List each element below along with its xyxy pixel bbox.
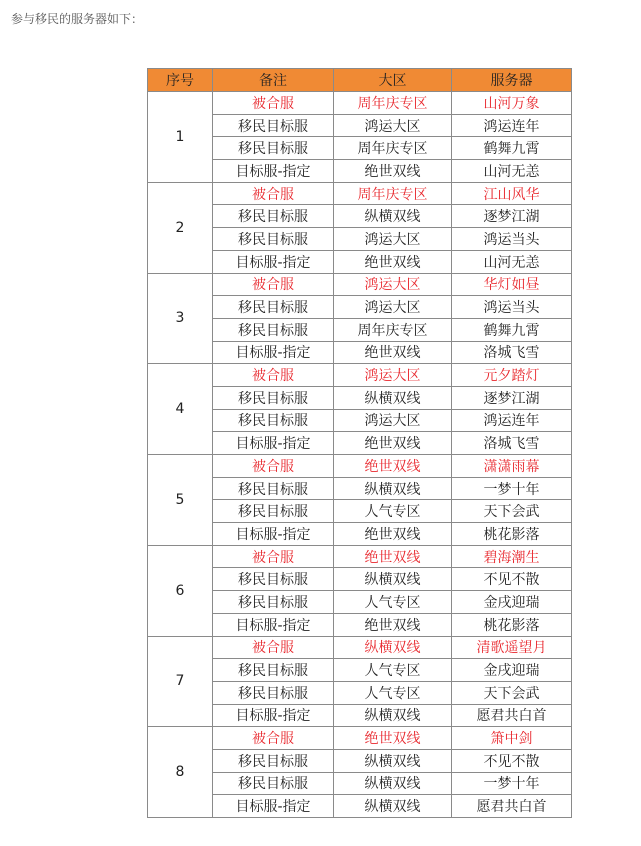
region-cell: 纵横双线 (334, 477, 452, 500)
server-cell: 洛城飞雪 (452, 432, 572, 455)
server-cell: 鸿运当头 (452, 296, 572, 319)
table-row (148, 636, 572, 659)
server-cell: 不见不散 (452, 749, 572, 772)
note-cell: 移民目标服 (213, 500, 334, 523)
server-table-wrapper (147, 68, 572, 818)
server-cell: 箫中剑 (452, 727, 572, 750)
region-cell: 绝世双线 (334, 250, 452, 273)
region-cell: 纵横双线 (334, 772, 452, 795)
note-cell: 移民目标服 (213, 386, 334, 409)
note-cell: 目标服-指定 (213, 341, 334, 364)
note-cell: 被合服 (213, 92, 334, 115)
region-cell: 周年庆专区 (334, 92, 452, 115)
server-cell: 逐梦江湖 (452, 205, 572, 228)
server-cell: 潇潇雨幕 (452, 455, 572, 478)
note-cell: 目标服-指定 (213, 523, 334, 546)
server-cell: 碧海潮生 (452, 545, 572, 568)
region-cell: 纵横双线 (334, 636, 452, 659)
server-cell: 天下会武 (452, 681, 572, 704)
server-cell: 山河无恙 (452, 250, 572, 273)
region-cell: 纵横双线 (334, 205, 452, 228)
region-cell: 人气专区 (334, 659, 452, 682)
server-cell: 桃花影落 (452, 613, 572, 636)
note-cell: 被合服 (213, 727, 334, 750)
note-cell: 移民目标服 (213, 568, 334, 591)
server-cell: 不见不散 (452, 568, 572, 591)
note-cell: 移民目标服 (213, 591, 334, 614)
server-cell: 鸿运当头 (452, 228, 572, 251)
intro-text: 参与移民的服务器如下： (11, 12, 144, 26)
group-index-cell: 1 (148, 92, 213, 183)
region-cell: 绝世双线 (334, 455, 452, 478)
group-index-cell: 3 (148, 273, 213, 364)
group-index-cell: 7 (148, 636, 213, 727)
region-cell: 绝世双线 (334, 523, 452, 546)
server-cell: 愿君共白首 (452, 704, 572, 727)
region-cell: 绝世双线 (334, 613, 452, 636)
server-cell: 一梦十年 (452, 772, 572, 795)
note-cell: 移民目标服 (213, 409, 334, 432)
region-cell: 纵横双线 (334, 795, 452, 818)
group-index-cell: 2 (148, 182, 213, 273)
region-cell: 周年庆专区 (334, 318, 452, 341)
region-cell: 鸿运大区 (334, 296, 452, 319)
table-row (148, 545, 572, 568)
server-cell: 一梦十年 (452, 477, 572, 500)
header-note: 备注 (213, 69, 334, 92)
server-cell: 江山风华 (452, 182, 572, 205)
note-cell: 目标服-指定 (213, 432, 334, 455)
note-cell: 移民目标服 (213, 659, 334, 682)
group-index-cell: 6 (148, 545, 213, 636)
server-cell: 桃花影落 (452, 523, 572, 546)
region-cell: 纵横双线 (334, 749, 452, 772)
table-header-row (148, 69, 572, 92)
server-cell: 元夕踏灯 (452, 364, 572, 387)
region-cell: 周年庆专区 (334, 137, 452, 160)
server-cell: 愿君共白首 (452, 795, 572, 818)
header-region: 大区 (334, 69, 452, 92)
group-index-cell: 5 (148, 455, 213, 546)
note-cell: 移民目标服 (213, 137, 334, 160)
header-index: 序号 (148, 69, 213, 92)
server-cell: 华灯如昼 (452, 273, 572, 296)
note-cell: 目标服-指定 (213, 250, 334, 273)
region-cell: 绝世双线 (334, 432, 452, 455)
group-index-cell: 4 (148, 364, 213, 455)
server-cell: 鸿运连年 (452, 114, 572, 137)
table-row (148, 727, 572, 750)
server-cell: 逐梦江湖 (452, 386, 572, 409)
note-cell: 被合服 (213, 455, 334, 478)
server-cell: 金戌迎瑞 (452, 659, 572, 682)
server-cell: 金戌迎瑞 (452, 591, 572, 614)
note-cell: 目标服-指定 (213, 704, 334, 727)
note-cell: 移民目标服 (213, 477, 334, 500)
server-cell: 鸿运连年 (452, 409, 572, 432)
note-cell: 被合服 (213, 636, 334, 659)
region-cell: 鸿运大区 (334, 364, 452, 387)
group-index-cell: 8 (148, 727, 213, 818)
server-cell: 鹤舞九霄 (452, 318, 572, 341)
note-cell: 被合服 (213, 182, 334, 205)
server-cell: 天下会武 (452, 500, 572, 523)
table-row (148, 273, 572, 296)
table-row (148, 182, 572, 205)
table-row (148, 455, 572, 478)
server-cell: 山河无恙 (452, 160, 572, 183)
region-cell: 纵横双线 (334, 704, 452, 727)
note-cell: 移民目标服 (213, 296, 334, 319)
note-cell: 移民目标服 (213, 114, 334, 137)
region-cell: 鸿运大区 (334, 114, 452, 137)
table-body (148, 92, 572, 818)
server-cell: 洛城飞雪 (452, 341, 572, 364)
region-cell: 纵横双线 (334, 386, 452, 409)
note-cell: 移民目标服 (213, 228, 334, 251)
note-cell: 目标服-指定 (213, 613, 334, 636)
note-cell: 移民目标服 (213, 205, 334, 228)
region-cell: 人气专区 (334, 591, 452, 614)
note-cell: 移民目标服 (213, 681, 334, 704)
region-cell: 人气专区 (334, 681, 452, 704)
note-cell: 被合服 (213, 364, 334, 387)
region-cell: 鸿运大区 (334, 228, 452, 251)
region-cell: 人气专区 (334, 500, 452, 523)
table-row (148, 92, 572, 115)
region-cell: 鸿运大区 (334, 273, 452, 296)
note-cell: 被合服 (213, 545, 334, 568)
note-cell: 目标服-指定 (213, 795, 334, 818)
table-row (148, 364, 572, 387)
region-cell: 绝世双线 (334, 727, 452, 750)
region-cell: 纵横双线 (334, 568, 452, 591)
note-cell: 被合服 (213, 273, 334, 296)
server-cell: 鹤舞九霄 (452, 137, 572, 160)
note-cell: 目标服-指定 (213, 160, 334, 183)
note-cell: 移民目标服 (213, 318, 334, 341)
region-cell: 绝世双线 (334, 341, 452, 364)
note-cell: 移民目标服 (213, 749, 334, 772)
region-cell: 周年庆专区 (334, 182, 452, 205)
header-server: 服务器 (452, 69, 572, 92)
server-table (147, 68, 572, 818)
region-cell: 鸿运大区 (334, 409, 452, 432)
server-cell: 清歌遥望月 (452, 636, 572, 659)
note-cell: 移民目标服 (213, 772, 334, 795)
region-cell: 绝世双线 (334, 160, 452, 183)
region-cell: 绝世双线 (334, 545, 452, 568)
server-cell: 山河万象 (452, 92, 572, 115)
